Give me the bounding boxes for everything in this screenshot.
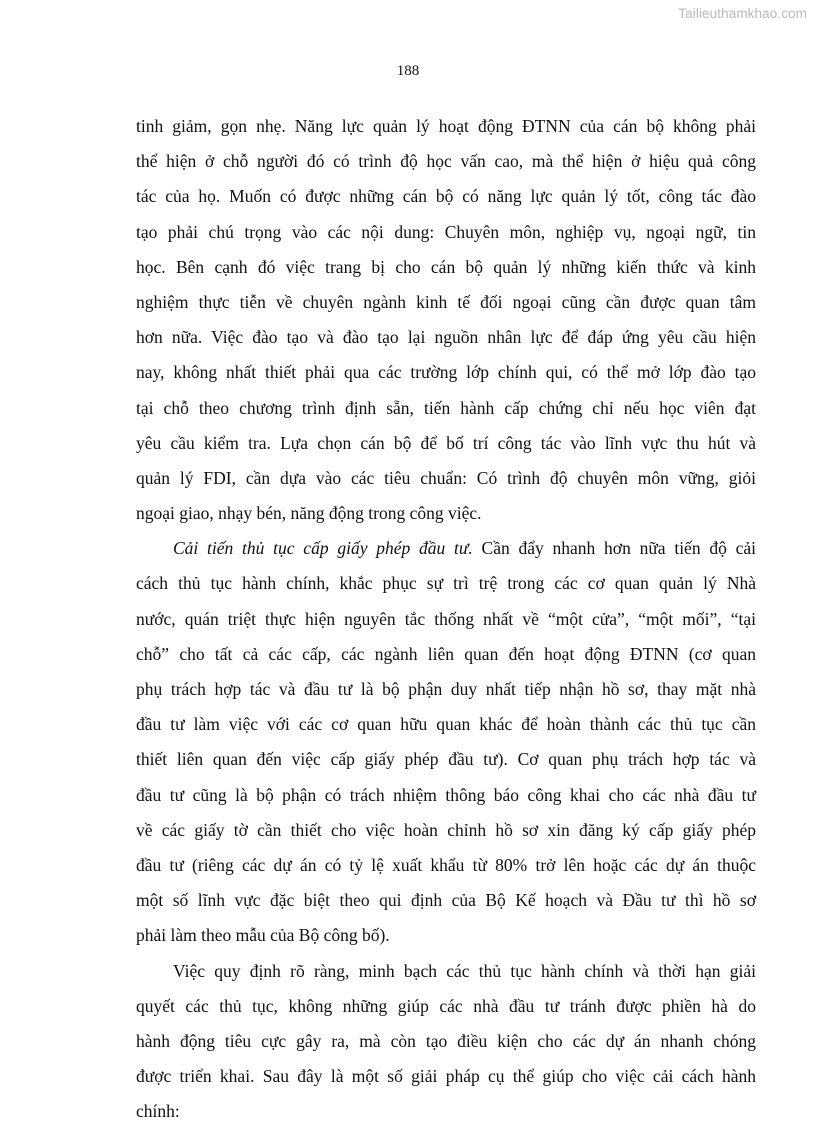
text-line: hành động tiêu cực gây ra, mà còn tạo điều kiện cho các dự án nhanh chóng — [136, 1024, 756, 1059]
paragraph-admin-reform — [136, 954, 756, 1129]
italic-heading: Cải tiến thủ tục cấp giấy phép đầu tư. — [173, 538, 473, 558]
text-line: nước, quán triệt thực hiện nguyên tắc thống nhất về “một cửa”, “một mối”, “tại — [136, 602, 756, 637]
text-line: một số lĩnh vực đặc biệt theo qui định của Bộ Kế hoạch và Đầu tư thì hồ sơ — [136, 883, 756, 918]
text-line: tinh giảm, gọn nhẹ. Năng lực quản lý hoạt động ĐTNN của cán bộ không phải — [136, 109, 756, 144]
text-line: cách thủ tục hành chính, khắc phục sự trì trệ trong các cơ quan quản lý Nhà — [136, 566, 756, 601]
text-line — [136, 531, 756, 566]
text-line: đầu tư (riêng các dự án có tỷ lệ xuất khẩu từ 80% trở lên hoặc các dự án thuộc — [136, 848, 756, 883]
text-line: nghiệm thực tiễn về chuyên ngành kinh tế đối ngoại cũng cần được quan tâm — [136, 285, 756, 320]
text-line: chính: — [136, 1094, 756, 1129]
text-run: Cần đẩy nhanh hơn nữa tiến độ cải — [473, 538, 756, 558]
text-line: chỗ” cho tất cả các cấp, các ngành liên quan đến hoạt động ĐTNN (cơ quan — [136, 637, 756, 672]
text-line: ngoại giao, nhạy bén, năng động trong công việc. — [136, 496, 756, 531]
paragraph-license-procedure — [136, 531, 756, 953]
text-line: phải làm theo mẫu của Bộ công bố). — [136, 918, 756, 953]
text-line: thể hiện ở chỗ người đó có trình độ học vấn cao, mà thể hiện ở hiệu quả công — [136, 144, 756, 179]
text-line: đầu tư làm việc với các cơ quan hữu quan khác để hoàn thành các thủ tục cần — [136, 707, 756, 742]
text-line: tác của họ. Muốn có được những cán bộ có năng lực quản lý tốt, công tác đào — [136, 179, 756, 214]
text-line: quyết các thủ tục, không những giúp các nhà đầu tư tránh được phiền hà do — [136, 989, 756, 1024]
text-line: về các giấy tờ cần thiết cho việc hoàn chỉnh hồ sơ xin đăng ký cấp giấy phép — [136, 813, 756, 848]
text-line: được triển khai. Sau đây là một số giải pháp cụ thể giúp cho việc cải cách hành — [136, 1059, 756, 1094]
text-line: yêu cầu kiểm tra. Lựa chọn cán bộ để bố trí công tác vào lĩnh vực thu hút và — [136, 426, 756, 461]
text-line: hơn nữa. Việc đào tạo và đào tạo lại nguồn nhân lực để đáp ứng yêu cầu hiện — [136, 320, 756, 355]
watermark-text: Tailieuthamkhao.com — [678, 6, 807, 21]
text-line: nay, không nhất thiết phải qua các trường lớp chính qui, có thể mở lớp đào tạo — [136, 355, 756, 390]
text-line: học. Bên cạnh đó việc trang bị cho cán bộ quản lý những kiến thức và kinh — [136, 250, 756, 285]
text-line: quản lý FDI, cần dựa vào các tiêu chuẩn: Có trình độ chuyên môn vững, giỏi — [136, 461, 756, 496]
document-body — [136, 109, 756, 1129]
text-line: thiết liên quan đến việc cấp giấy phép đầu tư). Cơ quan phụ trách hợp tác và — [136, 742, 756, 777]
text-line: tạo phải chú trọng vào các nội dung: Chuyên môn, nghiệp vụ, ngoại ngữ, tin — [136, 215, 756, 250]
page-number: 188 — [0, 63, 816, 80]
paragraph-staff-training — [136, 109, 756, 531]
text-line: Việc quy định rõ ràng, minh bạch các thủ tục hành chính và thời hạn giải — [136, 954, 756, 989]
text-line: phụ trách hợp tác và đầu tư là bộ phận duy nhất tiếp nhận hồ sơ, thay mặt nhà — [136, 672, 756, 707]
text-line: tại chỗ theo chương trình định sẵn, tiến hành cấp chứng chỉ nếu học viên đạt — [136, 391, 756, 426]
text-line: đầu tư cũng là bộ phận có trách nhiệm thông báo công khai cho các nhà đầu tư — [136, 778, 756, 813]
